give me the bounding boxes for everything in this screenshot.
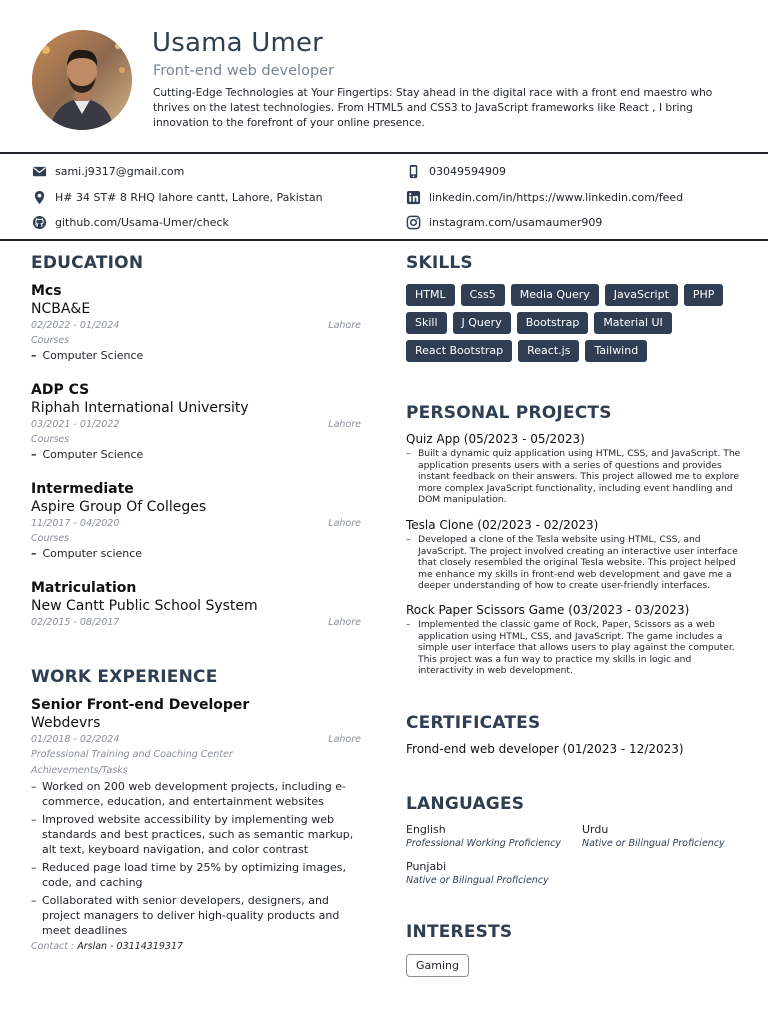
- contact-email[interactable]: [32, 163, 184, 179]
- edu-location: Lahore: [328, 518, 361, 529]
- work-location: Lahore: [328, 734, 361, 745]
- avatar-illustration: [32, 30, 132, 130]
- linkedin-text: linkedin.com/in/https://www.linkedin.com/feed: [429, 190, 684, 204]
- phone-text: 03049594909: [429, 164, 506, 178]
- course: – Computer Science: [31, 447, 361, 463]
- courses-label: Courses: [31, 335, 70, 346]
- institution: New Cantt Public School System: [31, 598, 258, 614]
- email-icon: [32, 164, 47, 179]
- contact-github[interactable]: [32, 214, 229, 230]
- contact-linkedin[interactable]: [406, 189, 683, 205]
- resume-header: [0, 0, 768, 152]
- phone-icon: [406, 164, 421, 179]
- candidate-name: Usama Umer: [152, 28, 324, 58]
- achievements-list: [31, 779, 361, 938]
- skill-tag: JavaScript: [605, 284, 678, 306]
- interests-heading: INTERESTS: [406, 922, 513, 942]
- project-description: – Built a dynamic quiz application using HTML, CSS, and JavaScript. The application presents users with a series of questions and provides instant feedback on their answers. This project allowed me to explore more complex JavaScript functionality, including event handling and DOM manipulation.: [406, 448, 742, 506]
- work-description: Professional Training and Coaching Center: [31, 749, 233, 760]
- email-text: sami.j9317@gmail.com: [55, 164, 185, 178]
- address-text: H# 34 ST# 8 RHQ lahore cantt, Lahore, Pakistan: [55, 190, 323, 204]
- project-title: Tesla Clone (02/2023 - 02/2023): [406, 518, 599, 532]
- achievement-item: – Reduced page load time by 25% by optimizing images, code, and caching: [31, 860, 361, 890]
- courses-label: Courses: [31, 533, 70, 544]
- course: – Computer science: [31, 546, 361, 562]
- achievement-item: – Collaborated with senior developers, designers, and project managers to deliver high-quality products and meet deadlines: [31, 893, 361, 938]
- certificate-item: Frond-end web developer (01/2023 - 12/2023): [406, 742, 684, 756]
- contact-label: Contact :: [31, 941, 75, 952]
- language-name: English: [406, 823, 446, 836]
- contact-phone[interactable]: [406, 163, 506, 179]
- skills-list: [406, 284, 746, 362]
- edu-location: Lahore: [328, 320, 361, 331]
- institution: NCBA&E: [31, 301, 91, 317]
- edu-meta: [31, 417, 361, 432]
- edu-meta: [31, 318, 361, 333]
- skill-tag: Skill: [406, 312, 447, 334]
- work-dates: 01/2018 - 02/2024: [31, 734, 120, 745]
- skill-tag: React.js: [518, 340, 579, 362]
- skill-tag: J Query: [453, 312, 511, 334]
- edu-dates: 02/2015 - 08/2017: [31, 617, 120, 628]
- projects-heading: PERSONAL PROJECTS: [406, 403, 612, 423]
- course: – Computer Science: [31, 348, 361, 364]
- skill-tag: PHP: [684, 284, 724, 306]
- project-item: [406, 517, 742, 592]
- edu-dates: 11/2017 - 04/2020: [31, 518, 120, 529]
- degree: Intermediate: [31, 481, 134, 497]
- header-divider: [0, 152, 768, 154]
- language-level: Native or Bilingual Proficiency: [406, 875, 549, 886]
- edu-meta: [31, 615, 361, 630]
- language-level: Professional Working Proficiency: [406, 838, 561, 849]
- github-icon: [32, 215, 47, 230]
- education-item: [31, 283, 361, 364]
- contact-address: [32, 189, 323, 205]
- language-name: Punjabi: [406, 860, 447, 873]
- institution: Aspire Group Of Colleges: [31, 499, 207, 515]
- contact-instagram[interactable]: [406, 214, 602, 230]
- edu-location: Lahore: [328, 617, 361, 628]
- skill-tag: Media Query: [511, 284, 599, 306]
- contacts-divider: [0, 239, 768, 241]
- languages-heading: LANGUAGES: [406, 794, 525, 814]
- work-reference: [31, 941, 361, 952]
- github-text: github.com/Usama-Umer/check: [55, 215, 229, 229]
- language-level: Native or Bilingual Proficiency: [582, 838, 725, 849]
- work-title: Senior Front-end Developer: [31, 697, 250, 713]
- project-description: – Developed a clone of the Tesla website using HTML, CSS, and JavaScript. The project involved creating an interactive user interface that closely resembled the original Tesla website. This project helped me enhance my skills in front-end web development and gave me a deeper understanding of how to create user-friendly interfaces.: [406, 534, 742, 592]
- instagram-text: instagram.com/usamaumer909: [429, 215, 603, 229]
- project-description: – Implemented the classic game of Rock, Paper, Scissors as a web application using HTML, CSS, and JavaScript. The game includes a simple user interface that allows users to play against the computer. This project was a fun way to practice my skills in logic and interactivity in web development.: [406, 619, 742, 677]
- edu-meta: [31, 516, 361, 531]
- language-name: Urdu: [582, 823, 609, 836]
- contact-phone: - 03114319317: [110, 941, 184, 952]
- skill-tag: React Bootstrap: [406, 340, 512, 362]
- edu-dates: 03/2021 - 01/2022: [31, 419, 120, 430]
- interest-tag: Gaming: [406, 954, 469, 977]
- courses-label: Courses: [31, 434, 70, 445]
- skill-tag: Bootstrap: [517, 312, 589, 334]
- profile-photo: [32, 30, 132, 130]
- certificates-heading: CERTIFICATES: [406, 713, 541, 733]
- project-item: [406, 431, 742, 506]
- project-title: Rock Paper Scissors Game (03/2023 - 03/2023): [406, 603, 690, 617]
- skills-heading: SKILLS: [406, 253, 473, 273]
- profile-summary: Cutting-Edge Technologies at Your Fingertips: Stay ahead in the digital race with a front end maestro who thrives on the latest technologies. From HTML5 and CSS3 to JavaScript frameworks like React , I bring innovation to the forefront of your online presence.: [153, 87, 713, 129]
- education-item: [31, 580, 361, 630]
- skill-tag: Tailwind: [585, 340, 647, 362]
- education-item: [31, 382, 361, 463]
- project-item: [406, 602, 742, 677]
- work-item: [31, 697, 361, 952]
- skill-tag: Material UI: [594, 312, 671, 334]
- skill-tag: HTML: [406, 284, 455, 306]
- location-pin-icon: [32, 190, 47, 205]
- degree: Matriculation: [31, 580, 137, 596]
- degree: ADP CS: [31, 382, 90, 398]
- edu-location: Lahore: [328, 419, 361, 430]
- work-meta: [31, 732, 361, 747]
- education-heading: EDUCATION: [31, 253, 144, 273]
- work-company: Webdevrs: [31, 715, 101, 731]
- achievements-label: Achievements/Tasks: [31, 765, 128, 776]
- degree: Mcs: [31, 283, 62, 299]
- skill-tag: Css5: [461, 284, 505, 306]
- edu-dates: 02/2022 - 01/2024: [31, 320, 120, 331]
- instagram-icon: [406, 215, 421, 230]
- institution: Riphah International University: [31, 400, 249, 416]
- achievement-item: – Improved website accessibility by implementing web standards and best practices, such as semantic markup, alt text, keyboard navigation, and color contrast: [31, 812, 361, 857]
- project-title: Quiz App (05/2023 - 05/2023): [406, 432, 585, 446]
- job-title: Front-end web developer: [153, 63, 335, 79]
- achievement-item: – Worked on 200 web development projects, including e-commerce, education, and entertainment websites: [31, 779, 361, 809]
- work-heading: WORK EXPERIENCE: [31, 667, 218, 687]
- contact-name: Arslan: [77, 941, 108, 952]
- linkedin-icon: [406, 190, 421, 205]
- education-item: [31, 481, 361, 562]
